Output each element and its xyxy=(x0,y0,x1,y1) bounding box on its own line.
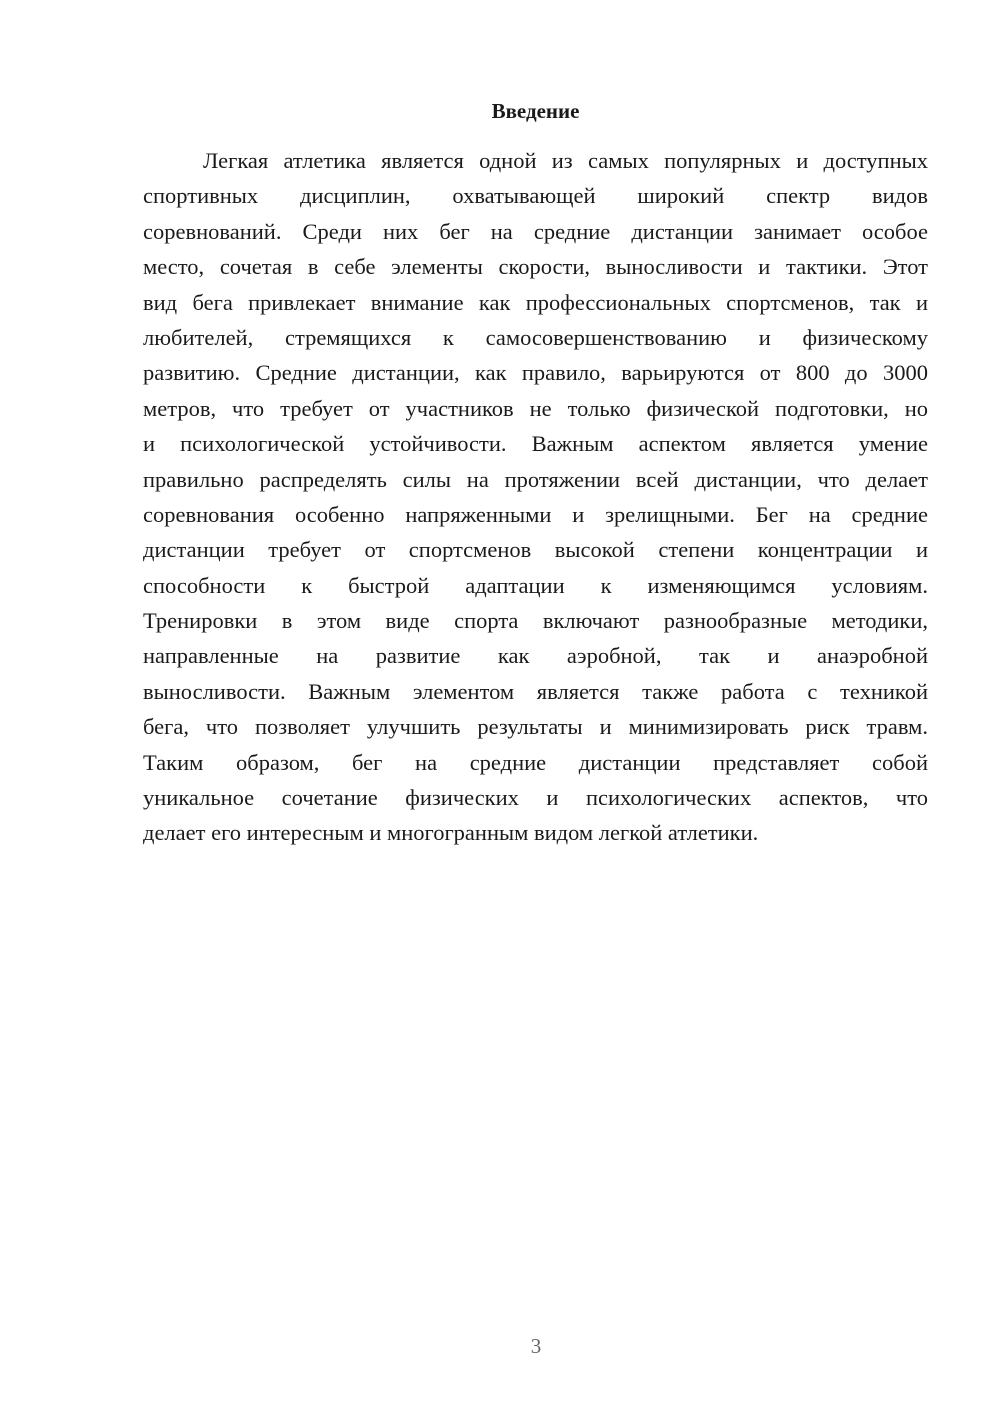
paragraph-line: вид бега привлекает внимание как профессиональных спортсменов, так и xyxy=(143,289,928,315)
paragraph-line: соревнований. Среди них бег на средние дистанции занимает особое xyxy=(143,218,928,244)
paragraph-line: делает его интересным и многогранным видом легкой атлетики. xyxy=(143,820,759,846)
paragraph-line: Таким образом, бег на средние дистанции представляет собой xyxy=(143,749,928,775)
page-number: 3 xyxy=(530,1334,542,1358)
section-heading: Введение xyxy=(491,99,580,123)
paragraph-line: бега, что позволяет улучшить результаты и минимизировать риск травм. xyxy=(143,714,928,740)
intro-paragraph xyxy=(143,143,928,851)
paragraph-line: дистанции требует от спортсменов высокой степени концентрации и xyxy=(143,537,928,563)
paragraph-line: соревнования особенно напряженными и зрелищными. Бег на средние xyxy=(143,501,928,527)
paragraph-line: место, сочетая в себе элементы скорости, выносливости и тактики. Этот xyxy=(143,254,928,280)
paragraph-line: развитию. Средние дистанции, как правило, варьируются от 800 до 3000 xyxy=(143,360,928,386)
paragraph-line: выносливости. Важным элементом является также работа с техникой xyxy=(143,678,928,704)
paragraph-line: Легкая атлетика является одной из самых популярных и доступных xyxy=(203,148,928,173)
paragraph-line: Тренировки в этом виде спорта включают разнообразные методики, xyxy=(143,608,928,634)
paragraph-line: и психологической устойчивости. Важным аспектом является умение xyxy=(143,431,928,457)
paragraph-line: уникальное сочетание физических и психологических аспектов, что xyxy=(143,785,928,811)
paragraph-line: способности к быстрой адаптации к изменяющимся условиям. xyxy=(143,572,928,598)
paragraph-line: метров, что требует от участников не только физической подготовки, но xyxy=(143,395,928,421)
paragraph-line: правильно распределять силы на протяжении всей дистанции, что делает xyxy=(143,466,928,492)
paragraph-line: любителей, стремящихся к самосовершенствованию и физическому xyxy=(143,324,928,350)
paragraph-line: спортивных дисциплин, охватывающей широкий спектр видов xyxy=(143,183,928,209)
paragraph-line: направленные на развитие как аэробной, так и анаэробной xyxy=(143,643,928,669)
